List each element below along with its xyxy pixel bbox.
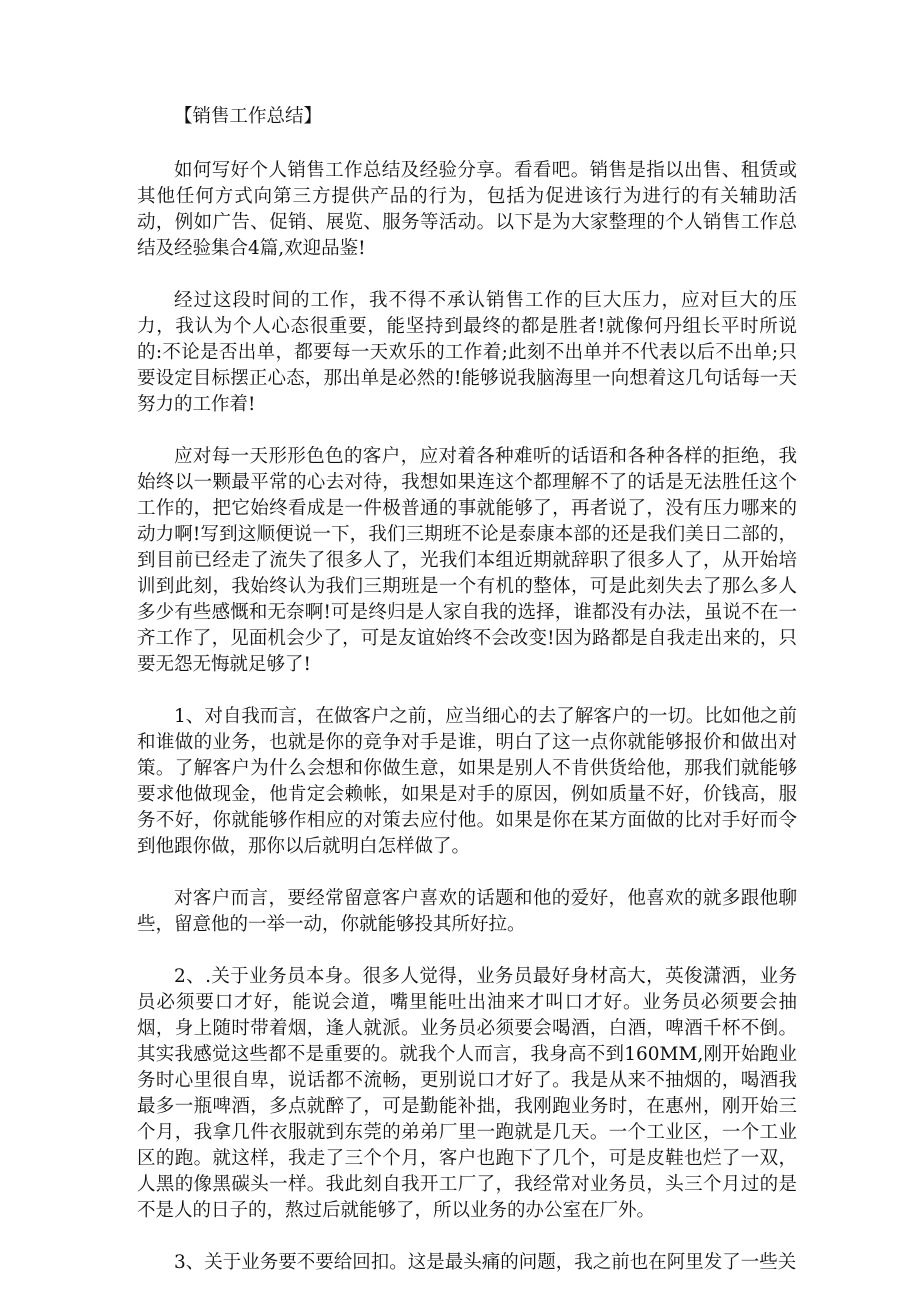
paragraph-intro: 如何写好个人销售工作总结及经验分享。看看吧。销售是指以出售、租赁或其他任何方式向第三方提供产品的行为，包括为促进该行为进行的有关辅助活动，例如广告、促销、展览、服务等活动。以下是为大家整理的个人销售工作总结及经验集合4篇,欢迎品鉴!	[137, 160, 797, 259]
paragraph-customers: 应对每一天形形色色的客户，应对着各种难听的话语和各种各样的拒绝，我始终以一颗最平常的心去对待，我想如果连这个都理解不了的话是无法胜任这个工作的，把它始终看成是一件极普通的事就能够了，再者说了，没有压力哪来的动力啊!写到这顺便说一下，我们三期班不论是泰康本部的还是我们美日二部的，到目前已经走了流失了很多人了，光我们本组近期就辞职了很多人了，从开始培训到此刻，我始终认为我们三期班是一个有机的整体，可是此刻失去了那么多人多少有些感慨和无奈啊!可是终归是人家自我的选择，谁都没有办法，虽说不在一齐工作了，见面机会少了，可是友谊始终不会改变!因为路都是自我走出来的，只要无怨无悔就足够了!	[137, 446, 798, 675]
document-title: 【销售工作总结】	[174, 106, 323, 127]
paragraph-client-interests: 对客户而言，要经常留意客户喜欢的话题和他的爱好，他喜欢的就多跟他聊些，留意他的一举一动，你就能够投其所好拉。	[137, 888, 797, 935]
paragraph-point-2: 2、.关于业务员本身。很多人觉得，业务员最好身材高大，英俊潇洒，业务员必须要口才好，能说会道，嘴里能吐出油来才叫口才好。业务员必须要会抽烟，身上随时带着烟，逢人就派。业务员必须要会喝酒，白酒，啤酒千杯不倒。其实我感觉这些都不是重要的。就我个人而言，我身高不到160MM,刚开始跑业务时心里很自卑，说话都不流畅，更别说口才好了。我是从来不抽烟的，喝酒我最多一瓶啤酒，多点就醉了，可是勤能补拙，我刚跑业务时，在惠州，刚开始三个月，我拿几件衣服就到东莞的弟弟厂里一跑就是几天。一个工业区，一个工业区的跑。就这样，我走了三个个月，客户也跑下了几个，可是皮鞋也烂了一双，人黑的像黑碳头一样。我此刻自我开工厂了，我经常对业务员，头三个月过的是不是人的日子的，熬过后就能够了，所以业务的办公室在厂外。	[137, 966, 797, 1221]
paragraph-pressure: 经过这段时间的工作，我不得不承认销售工作的巨大压力，应对巨大的压力，我认为个人心态很重要，能坚持到最终的都是胜者!就像何丹组长平时所说的:不论是否出单，都要每一天欢乐的工作着;此刻不出单并不代表以后不出单;只要设定目标摆正心态，那出单是必然的!能够说我脑海里一向想着这几句话每一天努力的工作着!	[137, 290, 797, 415]
paragraph-point-1: 1、对自我而言，在做客户之前，应当细心的去了解客户的一切。比如他之前和谁做的业务，也就是你的竞争对手是谁，明白了这一点你就能够报价和做出对策。了解客户为什么会想和你做生意，如果是别人不肯供货给他，那我们就能够要求他做现金，他肯定会赖帐，如果是对手的原因，例如质量不好，价钱高，服务不好，你就能够作相应的对策去应付他。如果是你在某方面做的比对手好而令到他跟你做，那你以后就明白怎样做了。	[137, 706, 797, 857]
document-body	[137, 104, 797, 1302]
paragraph-point-3: 3、关于业务要不要给回扣。这是最头痛的问题，我之前也在阿里发了一些关	[174, 1252, 797, 1273]
